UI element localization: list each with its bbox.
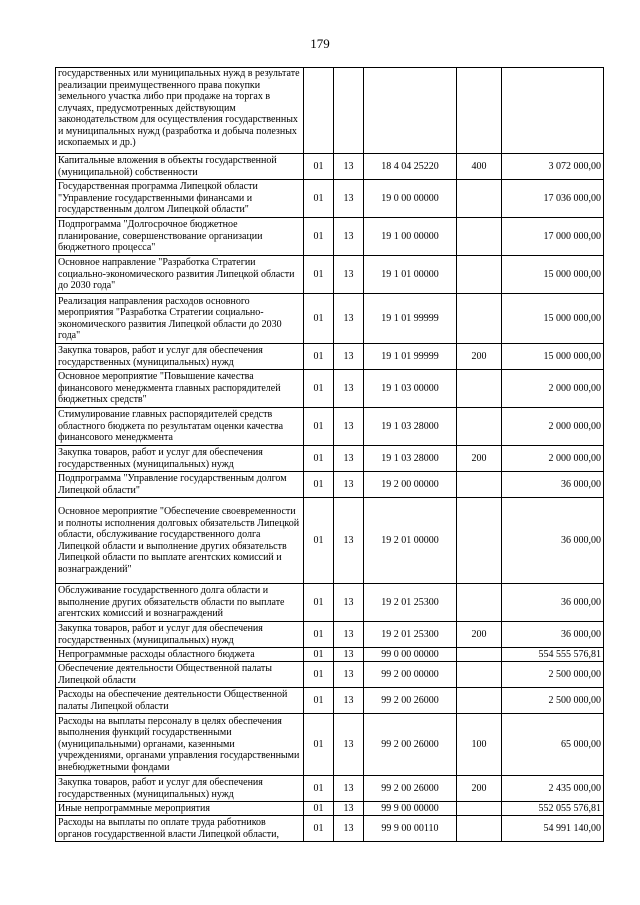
row-target-code: 19 2 01 25300 <box>364 584 457 622</box>
row-name: Капитальные вложения в объекты государственной (муниципальной) собственности <box>56 154 304 180</box>
row-subsection: 13 <box>334 816 364 842</box>
row-subsection: 13 <box>334 154 364 180</box>
row-name: Реализация направления расходов основного мероприятия "Разработка Стратегии социально-экономического развития Липецкой области до 2030 года" <box>56 294 304 344</box>
row-name: Закупка товаров, работ и услуг для обеспечения государственных (муниципальных) нужд <box>56 344 304 370</box>
row-target-code: 19 1 00 00000 <box>364 218 457 256</box>
row-amount: 17 000 000,00 <box>502 218 604 256</box>
row-target-code: 99 9 00 00110 <box>364 816 457 842</box>
row-section: 01 <box>304 688 334 714</box>
row-expense-type <box>457 294 502 344</box>
row-expense-type <box>457 256 502 294</box>
row-expense-type <box>457 816 502 842</box>
table-row <box>56 662 604 688</box>
row-subsection: 13 <box>334 408 364 446</box>
row-expense-type: 400 <box>457 154 502 180</box>
row-name: Расходы на выплаты персоналу в целях обеспечения выполнения функций государственными (муниципальными) органами, казенными учреждениями, органами управления государственными внебюджетными фондами <box>56 714 304 776</box>
row-section: 01 <box>304 218 334 256</box>
row-target-code: 19 1 01 99999 <box>364 294 457 344</box>
row-amount: 17 036 000,00 <box>502 180 604 218</box>
row-target-code: 19 1 03 00000 <box>364 370 457 408</box>
row-amount: 3 072 000,00 <box>502 154 604 180</box>
row-subsection: 13 <box>334 180 364 218</box>
row-amount: 36 000,00 <box>502 584 604 622</box>
row-target-code: 19 1 03 28000 <box>364 408 457 446</box>
row-target-code: 99 2 00 26000 <box>364 776 457 802</box>
row-target-code: 19 1 01 99999 <box>364 344 457 370</box>
table-row <box>56 584 604 622</box>
row-name: Основное мероприятие "Повышение качества финансового менеджмента главных распорядителей бюджетных средств" <box>56 370 304 408</box>
table-row <box>56 446 604 472</box>
row-subsection: 13 <box>334 584 364 622</box>
row-expense-type: 200 <box>457 446 502 472</box>
row-expense-type <box>457 688 502 714</box>
row-expense-type <box>457 584 502 622</box>
table-row <box>56 714 604 776</box>
row-name: Иные непрограммные мероприятия <box>56 802 304 816</box>
row-name: государственных или муниципальных нужд в результате реализации преимущественного права покупки земельного участка либо при продаже на торгах в случаях, предусмотренных действующим законодательством для осуществления государственных и муниципальных нужд (разработка и добыча полезных ископаемых и др.) <box>56 68 304 154</box>
row-expense-type <box>457 648 502 662</box>
row-subsection: 13 <box>334 294 364 344</box>
row-name: Обслуживание государственного долга области и выполнение других обязательств области по выплате агентских комиссий и вознаграждений <box>56 584 304 622</box>
row-section: 01 <box>304 472 334 498</box>
row-subsection: 13 <box>334 714 364 776</box>
row-name: Основное направление "Разработка Стратегии социально-экономического развития Липецкой области до 2030 года" <box>56 256 304 294</box>
row-subsection: 13 <box>334 776 364 802</box>
row-amount: 36 000,00 <box>502 498 604 584</box>
row-name: Расходы на выплаты по оплате труда работников органов государственной власти Липецкой области, <box>56 816 304 842</box>
row-amount: 2 000 000,00 <box>502 370 604 408</box>
row-section: 01 <box>304 584 334 622</box>
row-target-code: 99 2 00 26000 <box>364 714 457 776</box>
row-subsection: 13 <box>334 662 364 688</box>
row-subsection: 13 <box>334 344 364 370</box>
row-amount: 15 000 000,00 <box>502 256 604 294</box>
row-amount: 2 500 000,00 <box>502 662 604 688</box>
row-subsection: 13 <box>334 218 364 256</box>
row-expense-type <box>457 68 502 154</box>
row-subsection: 13 <box>334 472 364 498</box>
row-section: 01 <box>304 180 334 218</box>
table-row <box>56 776 604 802</box>
row-target-code: 99 2 00 26000 <box>364 688 457 714</box>
row-section: 01 <box>304 662 334 688</box>
row-subsection: 13 <box>334 648 364 662</box>
row-section: 01 <box>304 294 334 344</box>
row-expense-type <box>457 472 502 498</box>
row-section: 01 <box>304 776 334 802</box>
row-section: 01 <box>304 802 334 816</box>
row-section: 01 <box>304 344 334 370</box>
table-row <box>56 408 604 446</box>
row-expense-type: 200 <box>457 776 502 802</box>
table-row <box>56 344 604 370</box>
row-target-code: 19 2 00 00000 <box>364 472 457 498</box>
row-target-code: 19 2 01 25300 <box>364 622 457 648</box>
table-row <box>56 622 604 648</box>
row-section: 01 <box>304 714 334 776</box>
table-row <box>56 68 604 154</box>
budget-table-body <box>56 68 604 842</box>
row-subsection: 13 <box>334 622 364 648</box>
row-section: 01 <box>304 816 334 842</box>
table-row <box>56 154 604 180</box>
row-amount: 65 000,00 <box>502 714 604 776</box>
row-subsection <box>334 68 364 154</box>
row-expense-type <box>457 408 502 446</box>
row-section: 01 <box>304 256 334 294</box>
budget-table <box>55 67 604 842</box>
row-amount: 2 000 000,00 <box>502 408 604 446</box>
row-expense-type: 200 <box>457 344 502 370</box>
table-row <box>56 498 604 584</box>
row-name: Обеспечение деятельности Общественной палаты Липецкой области <box>56 662 304 688</box>
row-name: Закупка товаров, работ и услуг для обеспечения государственных (муниципальных) нужд <box>56 446 304 472</box>
row-amount <box>502 68 604 154</box>
row-name: Подпрограмма "Управление государственным долгом Липецкой области" <box>56 472 304 498</box>
row-section: 01 <box>304 446 334 472</box>
table-row <box>56 370 604 408</box>
row-section: 01 <box>304 370 334 408</box>
row-amount: 552 055 576,81 <box>502 802 604 816</box>
row-subsection: 13 <box>334 256 364 294</box>
row-subsection: 13 <box>334 370 364 408</box>
row-amount: 54 991 140,00 <box>502 816 604 842</box>
row-section: 01 <box>304 498 334 584</box>
row-expense-type: 100 <box>457 714 502 776</box>
row-name: Непрограммные расходы областного бюджета <box>56 648 304 662</box>
table-row <box>56 648 604 662</box>
row-expense-type <box>457 802 502 816</box>
row-expense-type <box>457 218 502 256</box>
row-target-code: 99 9 00 00000 <box>364 802 457 816</box>
row-expense-type <box>457 662 502 688</box>
row-expense-type <box>457 498 502 584</box>
row-subsection: 13 <box>334 802 364 816</box>
table-row <box>56 816 604 842</box>
row-amount: 36 000,00 <box>502 472 604 498</box>
row-subsection: 13 <box>334 688 364 714</box>
row-section: 01 <box>304 408 334 446</box>
row-name: Закупка товаров, работ и услуг для обеспечения государственных (муниципальных) нужд <box>56 776 304 802</box>
row-amount: 554 555 576,81 <box>502 648 604 662</box>
row-amount: 2 500 000,00 <box>502 688 604 714</box>
row-expense-type <box>457 370 502 408</box>
table-row <box>56 180 604 218</box>
table-row <box>56 294 604 344</box>
row-amount: 36 000,00 <box>502 622 604 648</box>
row-section: 01 <box>304 648 334 662</box>
row-expense-type <box>457 180 502 218</box>
row-target-code: 18 4 04 25220 <box>364 154 457 180</box>
row-amount: 15 000 000,00 <box>502 294 604 344</box>
row-target-code <box>364 68 457 154</box>
table-row <box>56 218 604 256</box>
row-amount: 15 000 000,00 <box>502 344 604 370</box>
row-target-code: 19 0 00 00000 <box>364 180 457 218</box>
row-target-code: 99 0 00 00000 <box>364 648 457 662</box>
row-name: Стимулирование главных распорядителей средств областного бюджета по результатам оценки качества финансового менеджмента <box>56 408 304 446</box>
table-row <box>56 256 604 294</box>
table-row <box>56 472 604 498</box>
row-name: Подпрограмма "Долгосрочное бюджетное планирование, совершенствование организации бюджетного процесса" <box>56 218 304 256</box>
row-section: 01 <box>304 154 334 180</box>
table-row <box>56 688 604 714</box>
row-target-code: 19 2 01 00000 <box>364 498 457 584</box>
row-subsection: 13 <box>334 498 364 584</box>
row-expense-type: 200 <box>457 622 502 648</box>
table-row <box>56 802 604 816</box>
row-target-code: 99 2 00 00000 <box>364 662 457 688</box>
row-target-code: 19 1 01 00000 <box>364 256 457 294</box>
row-name: Основное мероприятие "Обеспечение своевременности и полноты исполнения долговых обязательств Липецкой области, обслуживание государственного долга Липецкой области и выполнение других обязательств Липецкой области по выплате агентских комиссий и вознаграждений" <box>56 498 304 584</box>
row-name: Закупка товаров, работ и услуг для обеспечения государственных (муниципальных) нужд <box>56 622 304 648</box>
row-amount: 2 000 000,00 <box>502 446 604 472</box>
row-amount: 2 435 000,00 <box>502 776 604 802</box>
row-target-code: 19 1 03 28000 <box>364 446 457 472</box>
row-section: 01 <box>304 622 334 648</box>
row-subsection: 13 <box>334 446 364 472</box>
row-name: Государственная программа Липецкой области "Управление государственными финансами и государственным долгом Липецкой области" <box>56 180 304 218</box>
page-number: 179 <box>310 36 330 51</box>
row-section <box>304 68 334 154</box>
row-name: Расходы на обеспечение деятельности Общественной палаты Липецкой области <box>56 688 304 714</box>
